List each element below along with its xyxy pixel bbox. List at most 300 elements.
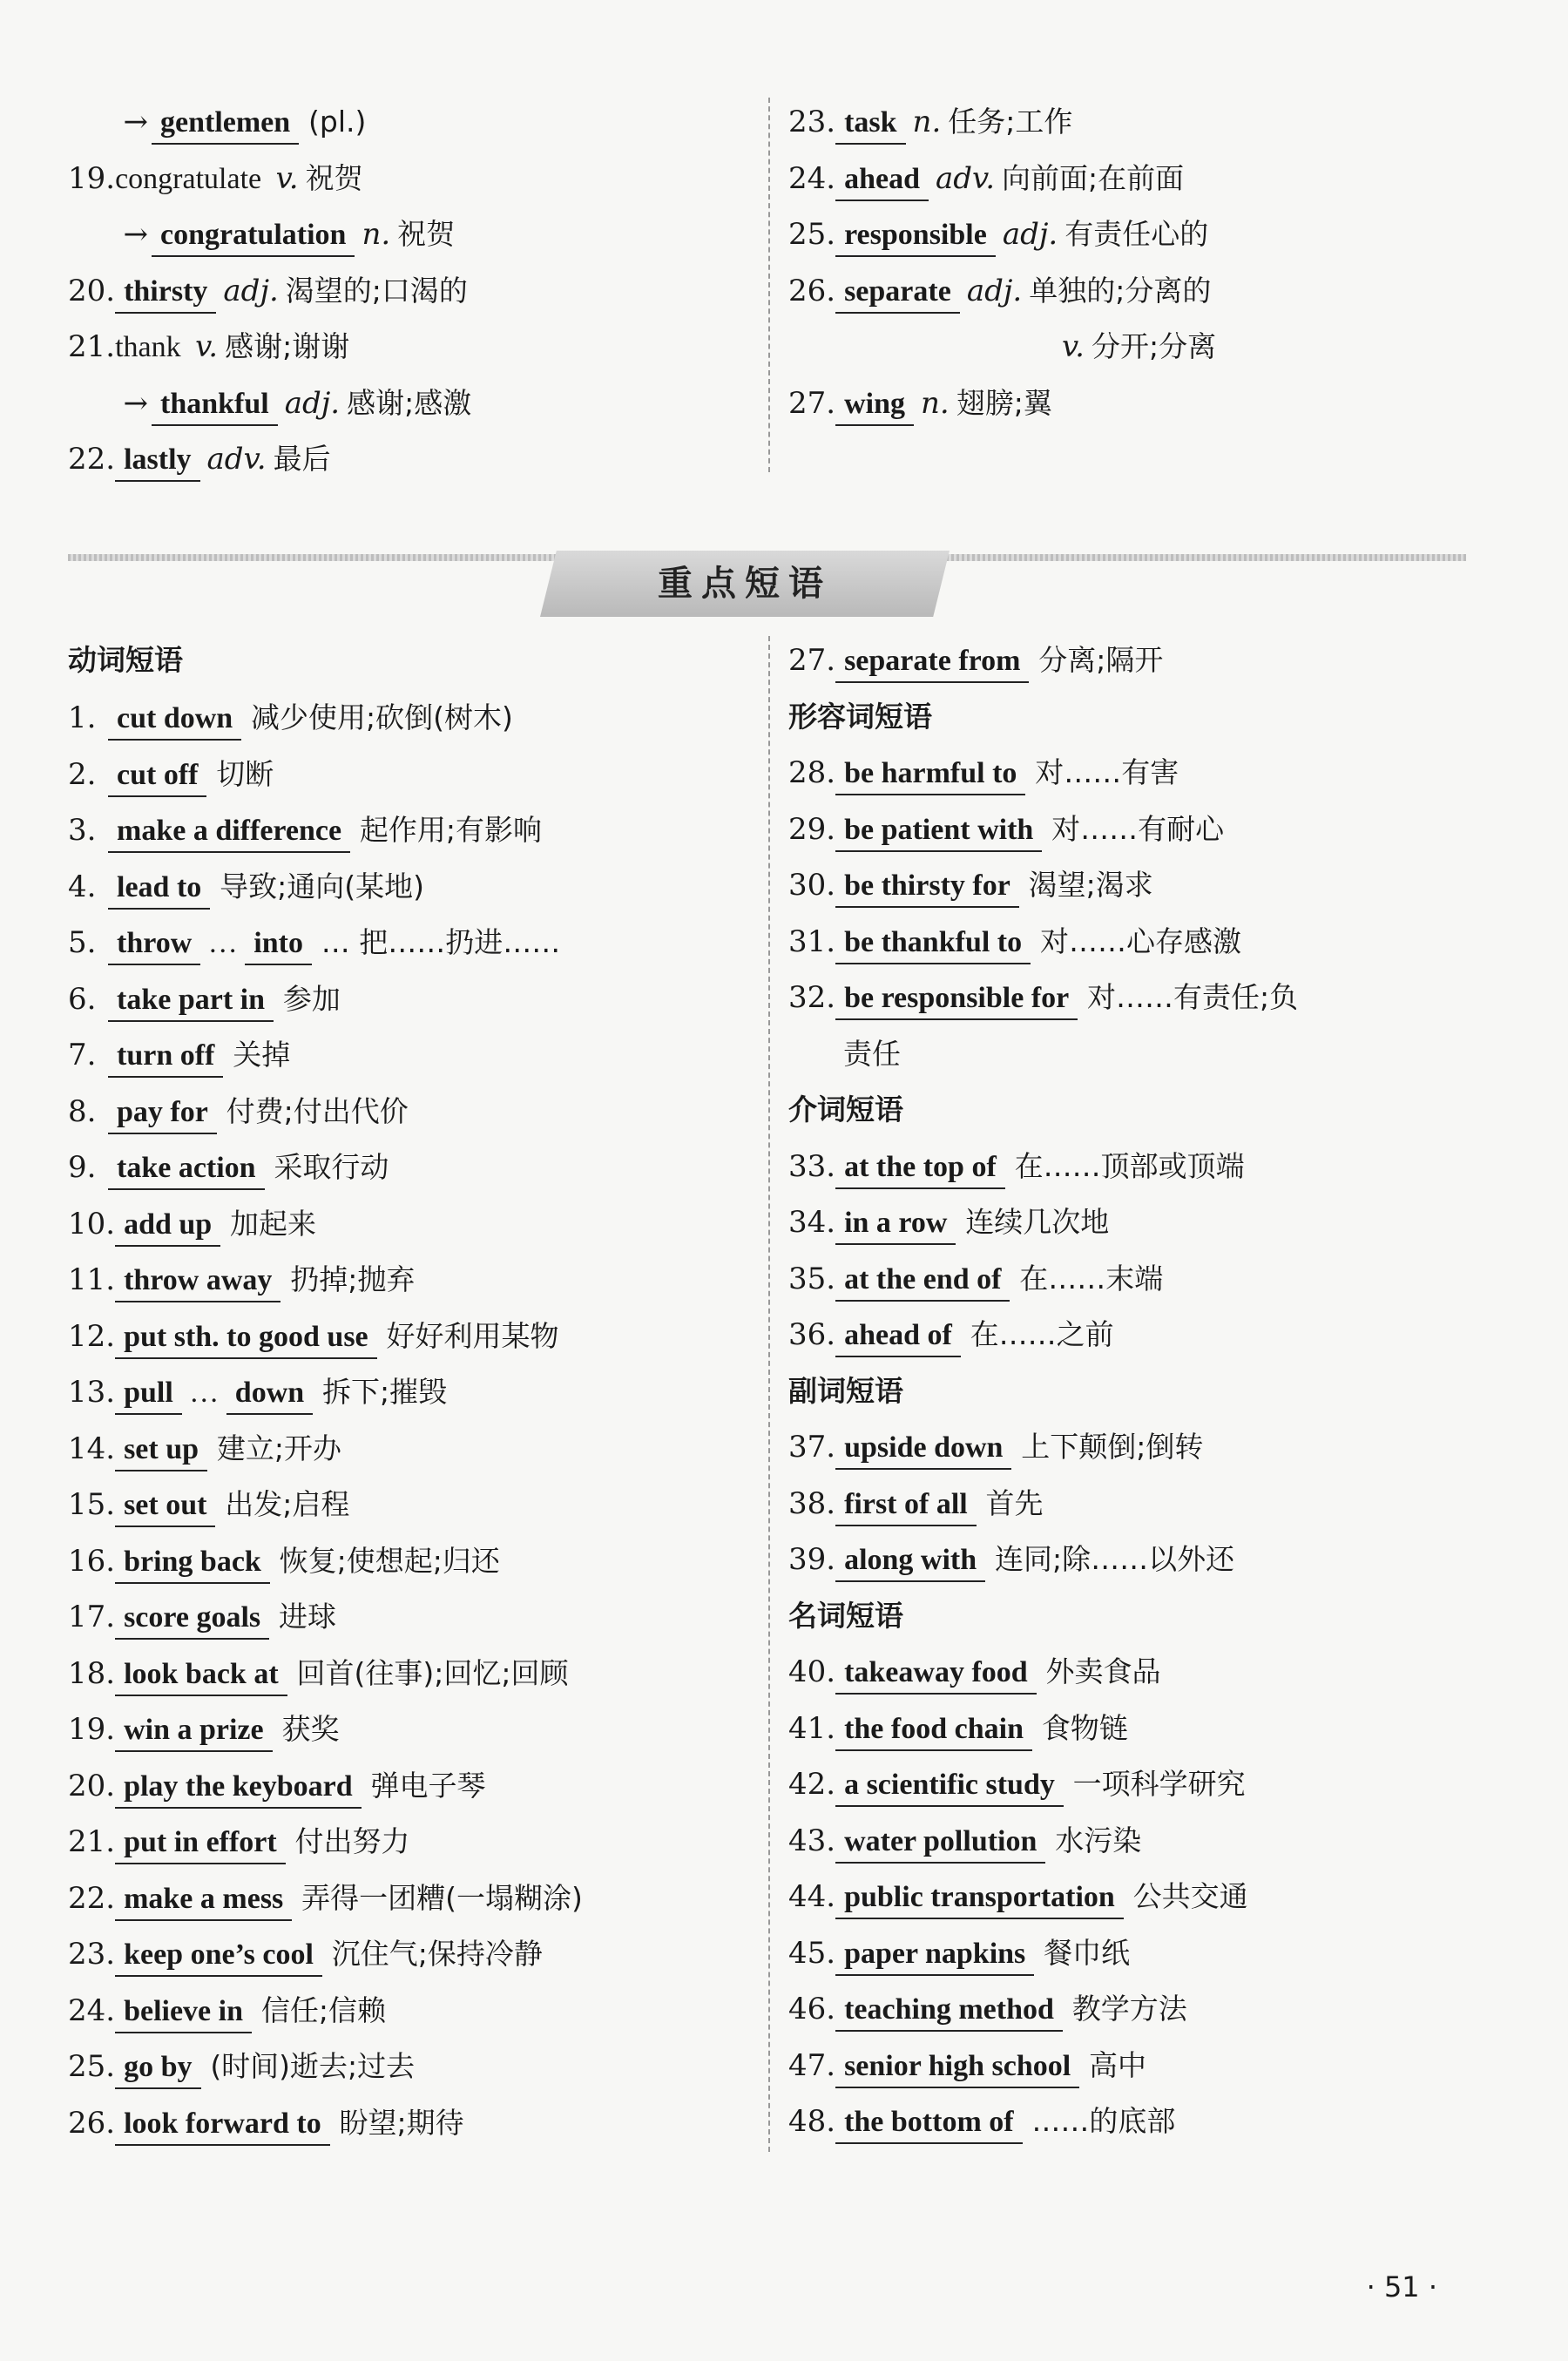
part-of-speech: n.: [912, 105, 942, 139]
item-number: 22.: [68, 1880, 116, 1916]
chinese-meaning: 分开;分离: [1091, 329, 1217, 363]
answer-blank: put in effort: [115, 1823, 286, 1864]
chinese-meaning: 弹电子琴: [370, 1768, 486, 1803]
spacer: [207, 1431, 217, 1466]
answer-blank: into: [245, 923, 312, 965]
spacer: [252, 1993, 261, 2028]
chinese-meaning: 拆下;摧毁: [321, 1375, 448, 1409]
list-item: [788, 859, 1503, 911]
item-number: 6.: [68, 981, 97, 1017]
list-item: [788, 321, 1503, 373]
answer-blank: takeaway food: [835, 1653, 1037, 1695]
list-item: [788, 2095, 1503, 2148]
list-item: [788, 1983, 1503, 2035]
chinese-meaning: 连续几次地: [965, 1205, 1110, 1239]
spacer: [961, 1317, 970, 1352]
item-number: 38.: [788, 1485, 836, 1521]
item-number: 21.: [68, 329, 116, 364]
answer-blank: upside down: [835, 1428, 1011, 1470]
spacer: [269, 1600, 279, 1634]
item-number: 43.: [788, 1823, 836, 1858]
answer-blank: senior high school: [835, 2046, 1079, 2088]
list-item: [788, 265, 1503, 317]
item-number: 24.: [68, 1992, 116, 2028]
spacer: [985, 1542, 995, 1577]
answer-blank: be responsible for: [835, 978, 1078, 1020]
item-number: 17.: [68, 1600, 116, 1634]
part-of-speech: adv.: [206, 442, 267, 477]
list-item: [788, 634, 1503, 687]
item-number: 33.: [788, 1148, 836, 1184]
chinese-meaning: 一项科学研究: [1072, 1767, 1246, 1801]
chinese-meaning: 外卖食品: [1045, 1654, 1161, 1688]
chinese-meaning: 上下颠倒;倒转: [1021, 1430, 1204, 1464]
item-number: 22.: [68, 442, 116, 477]
chinese-meaning: 起作用;有影响: [359, 813, 543, 847]
list-item: [68, 1366, 756, 1418]
chinese-meaning: (时间)逝去;过去: [210, 2049, 416, 2083]
spacer: [292, 1881, 301, 1916]
list-item: [788, 1533, 1503, 1586]
list-item: [68, 321, 756, 373]
item-number: 12.: [68, 1318, 116, 1354]
item-number: 48.: [788, 2104, 836, 2139]
chinese-meaning: 好好利用某物: [386, 1318, 559, 1353]
list-item: [68, 1086, 756, 1138]
chinese-meaning: ……的底部: [1031, 2104, 1176, 2138]
spacer: [1124, 1879, 1133, 1914]
list-item: [68, 1535, 756, 1587]
bottom-column-divider: [768, 636, 770, 2152]
answer-blank: be patient with: [835, 810, 1042, 852]
answer-blank: believe in: [115, 1992, 252, 2033]
chinese-meaning: … 把……扔进……: [321, 925, 561, 959]
spacer: [241, 700, 251, 735]
answer-blank: cut off: [108, 755, 206, 797]
chinese-meaning: 出发;启程: [225, 1487, 350, 1521]
answer-blank: thirsty: [115, 272, 216, 314]
spacer: [1078, 980, 1087, 1015]
list-item: [68, 377, 756, 430]
chinese-meaning: 餐巾纸: [1044, 1935, 1131, 1970]
word-text: thank: [115, 331, 189, 363]
chinese-meaning: 信任;信赖: [260, 1992, 386, 2027]
list-item: [68, 2097, 756, 2149]
answer-blank: pull: [115, 1373, 182, 1415]
list-item: [68, 1872, 756, 1925]
answer-blank: paper napkins: [835, 1934, 1034, 1976]
list-item: [788, 1196, 1503, 1248]
chinese-meaning: 切断: [216, 756, 274, 791]
item-number: 11.: [68, 1262, 116, 1297]
chinese-meaning: 翅膀;翼: [956, 385, 1052, 420]
list-item: [68, 1928, 756, 1980]
spacer: [1042, 812, 1051, 847]
chinese-meaning: 渴望;渴求: [1028, 868, 1153, 902]
answer-blank: ahead: [835, 159, 929, 201]
list-item: [68, 1647, 756, 1700]
chinese-meaning: 有责任心的: [1064, 217, 1209, 251]
phrase-category-heading: 名词短语: [788, 1598, 903, 1633]
top-column-divider: [768, 98, 770, 472]
list-item: [68, 692, 756, 744]
item-number: 8.: [68, 1093, 97, 1129]
spacer: [1064, 1767, 1073, 1802]
list-item: [68, 1816, 756, 1868]
spacer: [223, 1038, 233, 1072]
continuation-text: [843, 1028, 901, 1080]
spacer: [330, 2106, 340, 2141]
chinese-meaning: 导致;通向(某地): [220, 869, 424, 903]
part-of-speech: adv.: [936, 160, 996, 196]
chinese-meaning: 付费;付出代价: [226, 1093, 409, 1128]
item-number: 39.: [788, 1542, 836, 1577]
spacer: [956, 1205, 965, 1240]
answer-blank: keep one’s cool: [115, 1935, 322, 1977]
list-item: [788, 1871, 1503, 1923]
spacer: [1037, 1654, 1046, 1689]
item-number: 10.: [68, 1206, 116, 1241]
list-item: [68, 208, 756, 260]
list-item: [68, 1760, 756, 1812]
spacer: [1079, 2048, 1089, 2083]
list-item: [68, 973, 756, 1025]
list-item: [68, 917, 756, 969]
list-item: [68, 2040, 756, 2093]
spacer: [215, 1487, 225, 1522]
item-number: 3.: [68, 813, 97, 848]
answer-blank: ahead of: [835, 1316, 961, 1357]
item-number: 2.: [68, 756, 97, 792]
spacer: [1031, 924, 1040, 959]
item-number: 21.: [68, 1824, 116, 1859]
list-item: [788, 1702, 1503, 1755]
item-number: 30.: [788, 868, 836, 903]
answer-blank: look forward to: [115, 2104, 330, 2146]
list-item: [788, 747, 1503, 799]
chinese-meaning: 回首(往事);回忆;回顾: [296, 1655, 569, 1690]
list-item: [68, 1141, 756, 1194]
item-number: 23.: [788, 105, 836, 139]
chinese-meaning: 责任: [843, 1036, 901, 1071]
spacer: [1025, 755, 1035, 790]
item-number: 18.: [68, 1655, 116, 1691]
list-item: [788, 971, 1503, 1024]
list-item: [68, 265, 756, 317]
spacer: [280, 1262, 290, 1297]
chinese-meaning: 扔掉;抛弃: [290, 1262, 416, 1296]
spacer: [210, 869, 220, 904]
item-number: 20.: [68, 273, 116, 308]
chinese-meaning: 弄得一团糟(一塌糊涂): [301, 1880, 583, 1915]
chinese-meaning: (pl.): [308, 105, 367, 139]
spacer: [1023, 2104, 1032, 2139]
list-item: [788, 1815, 1503, 1867]
answer-blank: take part in: [108, 980, 274, 1022]
spacer: [217, 1094, 226, 1129]
list-item: [68, 861, 756, 913]
list-item: [788, 1927, 1503, 1979]
spacer: [322, 1937, 332, 1972]
part-of-speech: v.: [195, 329, 219, 364]
answer-blank: add up: [115, 1205, 220, 1247]
answer-blank: bring back: [115, 1542, 270, 1584]
answer-blank: gentlemen: [152, 103, 299, 145]
item-number: 4.: [68, 869, 97, 904]
spacer: [377, 1319, 387, 1354]
spacer: [1045, 1823, 1055, 1858]
list-item: [788, 1478, 1503, 1530]
list-item: [68, 1029, 756, 1081]
answer-blank: win a prize: [115, 1710, 273, 1752]
arrow-icon: →: [123, 217, 148, 252]
item-number: 24.: [788, 160, 836, 196]
item-number: 27.: [788, 643, 836, 678]
chinese-meaning: 盼望;期待: [339, 2105, 464, 2140]
list-item: [788, 1758, 1503, 1810]
list-item: [788, 1253, 1503, 1305]
item-number: 28.: [788, 755, 836, 790]
answer-blank: make a mess: [115, 1879, 292, 1921]
chinese-meaning: 单独的;分离的: [1029, 273, 1212, 308]
list-item: [68, 1198, 756, 1250]
answer-blank: congratulation: [152, 215, 355, 257]
answer-blank: pay for: [108, 1093, 217, 1134]
spacer: [286, 1824, 295, 1859]
chinese-meaning: 建立;开办: [216, 1431, 341, 1465]
list-item: [68, 1423, 756, 1475]
chinese-meaning: 沉住气;保持冷静: [331, 1937, 543, 1971]
ellipsis-text: …: [200, 927, 246, 959]
item-number: 20.: [68, 1768, 116, 1803]
chinese-meaning: 进球: [278, 1600, 336, 1634]
spacer: [1019, 868, 1029, 903]
spacer: [1005, 1149, 1015, 1184]
answer-blank: the bottom of: [835, 2102, 1023, 2144]
answer-blank: cut down: [108, 699, 241, 741]
item-number: 42.: [788, 1767, 836, 1802]
list-item: [68, 96, 756, 148]
answer-blank: play the keyboard: [115, 1767, 362, 1809]
spacer: [977, 1486, 986, 1521]
list-item: [68, 1703, 756, 1756]
answer-blank: put sth. to good use: [115, 1317, 377, 1359]
item-number: 41.: [788, 1710, 836, 1746]
answer-blank: set up: [115, 1430, 207, 1471]
list-item: [788, 916, 1503, 968]
chinese-meaning: 在……之前: [970, 1317, 1114, 1351]
answer-blank: down: [226, 1373, 313, 1415]
item-number: 5.: [68, 925, 97, 960]
chinese-meaning: 水污染: [1055, 1823, 1142, 1857]
list-item: [68, 1591, 756, 1643]
phrase-category-heading: 副词短语: [788, 1373, 903, 1408]
chinese-meaning: 感谢;谢谢: [225, 329, 350, 363]
chinese-meaning: 渴望的;口渴的: [285, 273, 468, 308]
part-of-speech: v.: [1062, 329, 1085, 364]
chinese-meaning: 首先: [985, 1485, 1044, 1520]
word-text: congratulate: [115, 162, 269, 195]
item-number: 31.: [788, 923, 836, 959]
spacer: [287, 1656, 297, 1691]
list-item: [788, 1140, 1503, 1193]
answer-blank: at the end of: [835, 1260, 1010, 1302]
list-item: [68, 804, 756, 856]
answer-blank: set out: [115, 1485, 215, 1527]
item-number: 34.: [788, 1205, 836, 1240]
arrow-icon: →: [123, 385, 148, 421]
answer-blank: a scientific study: [835, 1765, 1064, 1807]
part-of-speech: adj.: [1002, 217, 1058, 252]
answer-blank: first of all: [835, 1485, 977, 1526]
answer-blank: separate from: [835, 641, 1029, 683]
item-number: 19.: [68, 1712, 116, 1747]
ellipsis-text: …: [181, 1377, 226, 1409]
answer-blank: separate: [835, 272, 960, 314]
part-of-speech: adj.: [966, 273, 1023, 308]
chinese-meaning: 祝贺: [397, 217, 456, 251]
list-item: [68, 152, 756, 205]
chinese-meaning: 最后: [273, 442, 331, 476]
spacer: [265, 1150, 274, 1185]
answer-blank: score goals: [115, 1598, 269, 1640]
list-item: [788, 1309, 1503, 1361]
answer-blank: responsible: [835, 215, 996, 257]
part-of-speech: n.: [362, 217, 391, 252]
list-item: [788, 208, 1503, 260]
spacer: [270, 1544, 280, 1579]
item-number: 29.: [788, 811, 836, 847]
chinese-meaning: 教学方法: [1071, 1992, 1187, 2026]
answer-blank: lastly: [115, 440, 199, 482]
chinese-meaning: 在……顶部或顶端: [1014, 1148, 1245, 1183]
item-number: 36.: [788, 1317, 836, 1352]
chinese-meaning: 食物链: [1041, 1710, 1128, 1745]
answer-blank: at the top of: [835, 1147, 1005, 1189]
answer-blank: lead to: [108, 868, 210, 910]
list-item: [788, 96, 1503, 148]
answer-blank: in a row: [835, 1203, 956, 1245]
item-number: 26.: [788, 273, 836, 308]
item-number: 9.: [68, 1150, 97, 1185]
chinese-meaning: 连同;除……以外还: [994, 1542, 1235, 1576]
chinese-meaning: 对……有耐心: [1051, 811, 1225, 846]
chinese-meaning: 高中: [1089, 2047, 1146, 2082]
item-number: 40.: [788, 1654, 836, 1689]
item-number: 46.: [788, 1992, 836, 2026]
phrase-category-heading: 形容词短语: [788, 699, 932, 734]
item-number: 32.: [788, 980, 836, 1015]
list-item: [68, 433, 756, 485]
spacer: [362, 1769, 371, 1803]
arrow-icon: →: [123, 105, 148, 139]
answer-blank: turn off: [108, 1036, 223, 1078]
list-item: [68, 1478, 756, 1531]
item-number: 23.: [68, 1937, 116, 1972]
spacer: [1010, 1262, 1019, 1296]
spacer: [1011, 1430, 1021, 1465]
list-item: [68, 1985, 756, 2037]
spacer: [201, 2049, 211, 2084]
chinese-meaning: 付出努力: [294, 1824, 410, 1858]
answer-blank: look back at: [115, 1654, 287, 1696]
spacer: [312, 925, 321, 960]
item-number: 37.: [788, 1430, 836, 1465]
answer-blank: go by: [115, 2047, 200, 2089]
answer-blank: the food chain: [835, 1709, 1032, 1751]
answer-blank: teaching method: [835, 1990, 1063, 2032]
spacer: [1029, 643, 1038, 678]
section-title: 重点短语: [658, 564, 832, 604]
chinese-meaning: 恢复;使想起;归还: [279, 1543, 500, 1578]
chinese-meaning: 对……有害: [1035, 755, 1179, 789]
chinese-meaning: 对……有责任;负: [1087, 980, 1299, 1014]
item-number: 19.: [68, 160, 116, 196]
list-item: [788, 377, 1503, 430]
part-of-speech: adj.: [284, 385, 341, 421]
chinese-meaning: 关掉: [233, 1038, 291, 1072]
answer-blank: throw: [108, 923, 200, 965]
page-number: · 51 ·: [1366, 2270, 1437, 2303]
chinese-meaning: 分离;隔开: [1038, 643, 1164, 677]
spacer: [1034, 1936, 1044, 1971]
chinese-meaning: 参加: [282, 981, 341, 1016]
answer-blank: throw away: [115, 1261, 280, 1302]
answer-blank: water pollution: [835, 1822, 1045, 1864]
list-item: [788, 2040, 1503, 2092]
answer-blank: make a difference: [108, 811, 350, 853]
item-number: 16.: [68, 1543, 116, 1579]
phrase-category-heading: 介词短语: [788, 1093, 903, 1126]
item-number: 7.: [68, 1038, 97, 1072]
item-number: 25.: [68, 2049, 116, 2084]
list-item: [68, 1254, 756, 1306]
spacer: [299, 105, 308, 139]
chinese-meaning: 向前面;在前面: [1002, 160, 1185, 195]
item-number: 14.: [68, 1431, 116, 1466]
item-number: 26.: [68, 2105, 116, 2141]
spacer: [206, 757, 216, 792]
part-of-speech: v.: [275, 160, 299, 196]
chinese-meaning: 公共交通: [1132, 1879, 1248, 1913]
answer-blank: thankful: [152, 384, 278, 426]
list-item: [788, 1646, 1503, 1698]
spacer: [273, 1712, 282, 1747]
part-of-speech: n.: [921, 385, 950, 421]
answer-blank: task: [835, 103, 905, 145]
item-number: 15.: [68, 1487, 116, 1522]
spacer: [220, 1207, 230, 1241]
chinese-meaning: 祝贺: [305, 160, 363, 195]
item-number: 25.: [788, 217, 836, 252]
chinese-meaning: 对……心存感激: [1039, 923, 1241, 958]
answer-blank: public transportation: [835, 1877, 1124, 1919]
item-number: 44.: [788, 1879, 836, 1914]
answer-blank: along with: [835, 1540, 985, 1582]
chinese-meaning: 采取行动: [274, 1150, 389, 1184]
answer-blank: wing: [835, 384, 914, 426]
chinese-meaning: 在……末端: [1019, 1261, 1164, 1296]
answer-blank: take action: [108, 1148, 265, 1190]
item-number: 35.: [788, 1261, 836, 1296]
chinese-meaning: 减少使用;砍倒(树木): [251, 700, 513, 734]
spacer: [1032, 1711, 1042, 1746]
chinese-meaning: 加起来: [230, 1206, 317, 1241]
item-number: 47.: [788, 2047, 836, 2083]
list-item: [788, 152, 1503, 205]
spacer: [350, 813, 360, 848]
chinese-meaning: 获奖: [281, 1712, 340, 1746]
